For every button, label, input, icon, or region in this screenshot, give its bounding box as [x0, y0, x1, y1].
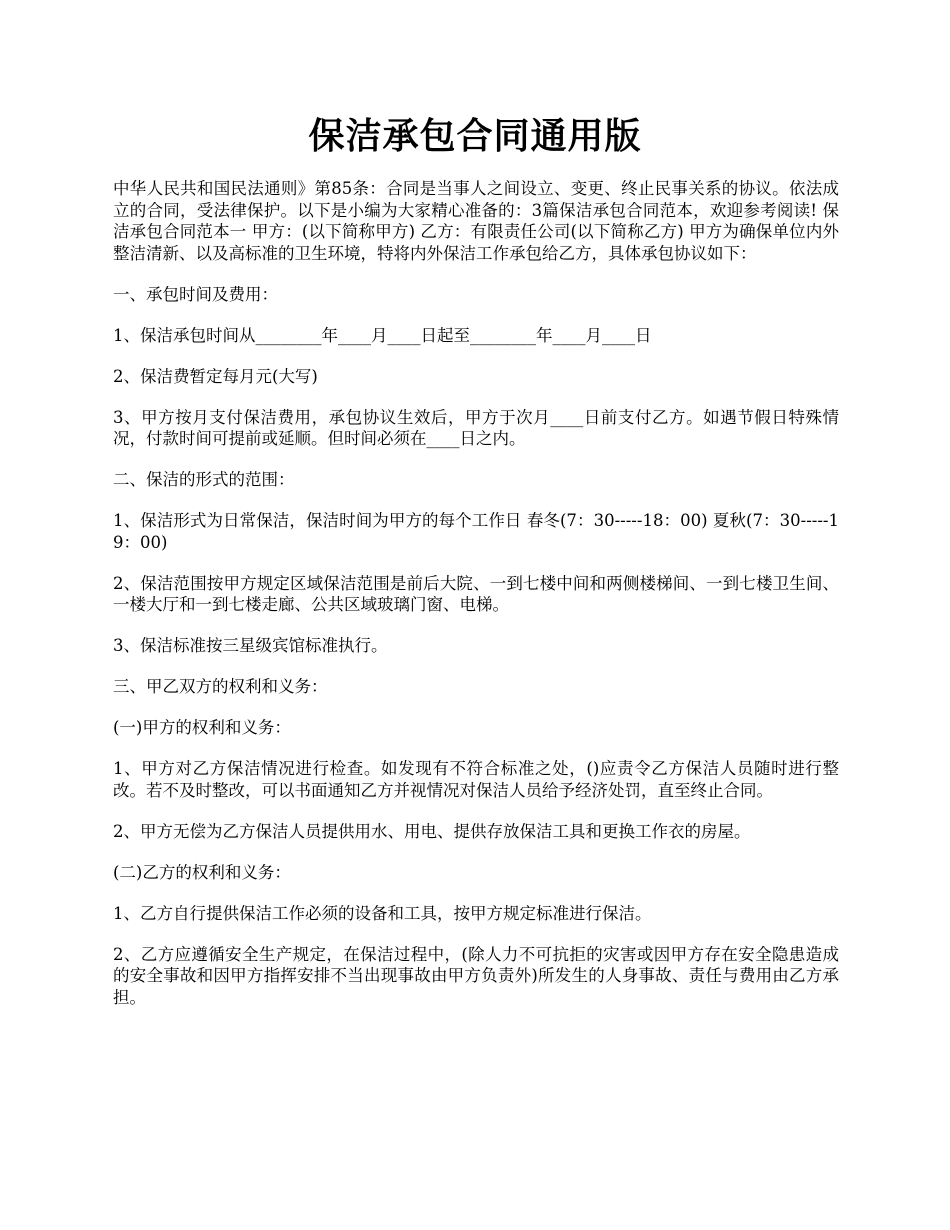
section-heading-2: 二、保洁的形式的范围：: [113, 470, 295, 489]
clause-2-2: 2、保洁范围按甲方规定区域保洁范围是前后大院、一到七楼中间和两侧楼梯间、一到七楼卫生间、一楼大厅和一到七楼走廊、公共区域玻璃门窗、电梯。: [113, 573, 839, 614]
subsection-heading-party-b: (二)乙方的权利和义务：: [113, 862, 291, 882]
clause-3a-1: 1、甲方对乙方保洁情况进行检查。如发现有不符合标准之处，()应责令乙方保洁人员随时进行整改。若不及时整改，可以书面通知乙方并视情况对保洁人员给予经济处罚，直至终止合同。: [113, 759, 839, 800]
subsection-heading-party-a: (一)甲方的权利和义务：: [113, 718, 291, 737]
section-heading-3: 三、甲乙双方的权利和义务：: [113, 677, 328, 696]
clause-2-1: 1、保洁形式为日常保洁，保洁时间为甲方的每个工作日 春冬(7：30-----18：00) 夏秋(7：30-----19：00): [113, 511, 839, 552]
clause-3a-2: 2、甲方无偿为乙方保洁人员提供用水、用电、提供存放保洁工具和更换工作衣的房屋。: [113, 821, 751, 841]
section-heading-1: 一、承包时间及费用：: [113, 284, 278, 304]
clause-1-3: 3、甲方按月支付保洁费用，承包协议生效后，甲方于次月____日前支付乙方。如遇节假日特殊情况，付款时间可提前或延顺。但时间必须在____日之内。: [113, 407, 839, 448]
clause-1-1: 1、保洁承包时间从________年____月____日起至________年____月____日: [113, 325, 652, 345]
clause-2-3: 3、保洁标准按三星级宾馆标准执行。: [113, 636, 388, 655]
clause-3b-1: 1、乙方自行提供保洁工作必须的设备和工具，按甲方规定标准进行保洁。: [113, 903, 652, 923]
clause-1-2: 2、保洁费暂定每月元(大写): [113, 366, 318, 386]
document-body: [113, 178, 839, 1028]
document-title: 保洁承包合同通用版: [308, 115, 642, 157]
intro-paragraph: 中华人民共和国民法通则》第85条：合同是当事人之间设立、变更、终止民事关系的协议。依法成立的合同，受法律保护。以下是小编为大家精心准备的：3篇保洁承包合同范本，欢迎参考阅读! 保洁承包合同范本一 甲方：(以下简称甲方) 乙方：有限责任公司(以下简称乙方) 甲方为确保单位内外整洁清新、以及高标准的卫生环境，特将内外保洁工作承包给乙方，具体承包协议如下：: [113, 179, 839, 263]
clause-3b-2: 2、乙方应遵循安全生产规定，在保洁过程中，(除人力不可抗拒的灾害或因甲方存在安全隐患造成的安全事故和因甲方指挥安排不当出现事故由甲方负责外)所发生的人身事故、责任与费用由乙方承担。: [113, 944, 839, 1007]
